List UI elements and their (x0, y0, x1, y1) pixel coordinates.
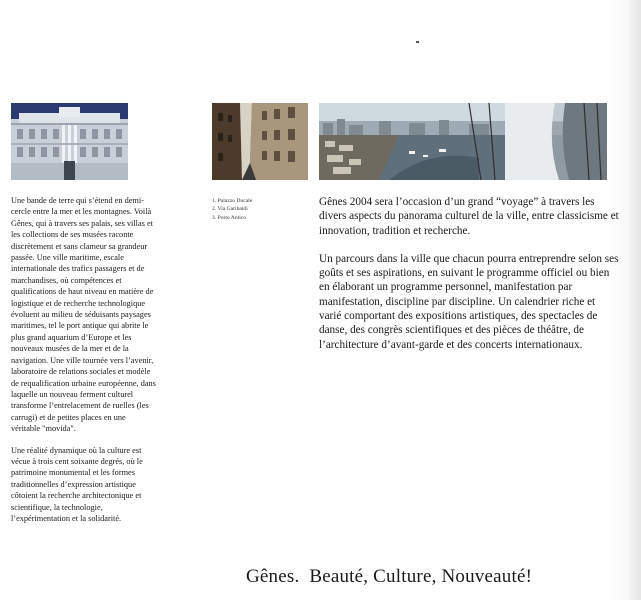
left-text-column (11, 195, 156, 534)
right-text-column (319, 195, 619, 366)
palazzo-ducale-photo (11, 103, 128, 180)
caption-2: 2. Via Garibaldi (212, 206, 248, 213)
print-speck (416, 41, 419, 43)
porto-antico-photo (319, 103, 607, 180)
photo-captions (212, 197, 302, 222)
caption-3: 3. Porto Antico (212, 214, 247, 221)
palazzo-ducale-illustration (11, 103, 128, 180)
left-paragraph-1: Une bande de terre qui s’étend en demi-cercle entre la mer et les montagnes. Voilà Gênes, qui à travers ses palais, ses villas et les collections de ses musées raconte discrètement et sans clameur sa grandeur passée. Une ville maritime, escale internationale des trafics passagers et de marchandises, où compétences et qualifications de haut niveau en matière de logistique et de recherche technologique évoluent au milieu de séduisants paysages maritimes, tel le port antique qui abrite le plus grand aquarium d’Europe et les nouveaux musées de la mer et de la navigation. Une ville tournée vers l’avenir, laboratoire de relations sociales et modèle de requalification urbaine européenne, dans laquelle un nouveau ferment culturel transforme l’entrelacement de ruelles (les carrugi) et de petites places en une véritable "movida". (11, 196, 156, 434)
via-garibaldi-photo (212, 103, 308, 180)
via-garibaldi-illustration (212, 103, 308, 180)
caption-1: 1. Palazzo Ducale (212, 198, 253, 204)
slogan: Gênes. Beauté, Culture, Nouveauté! (246, 566, 533, 587)
right-paragraph-1: Gênes 2004 sera l’occasion d’un grand “voyage” à travers les divers aspects du panorama culturel de la ville, entre classicisme et innovation, tradition et recherche. (319, 196, 619, 237)
right-paragraph-2: Un parcours dans la ville que chacun pourra entreprendre selon ses goûts et ses aspirations, en suivant le programme officiel ou bien en élaborant un programme personnel, manifestation par manifestation, discipline par discipline. Un calendrier riche et varié comportant des expositions artistiques, des spectacles de danse, des congrès scientifiques et des pièces de théâtre, de l’architecture d’avant-garde et des concerts internationaux. (319, 252, 619, 351)
left-paragraph-2: Une réalité dynamique où la culture est vécue à trois cent soixante degrés, où le patrimoine monumental et les formes traditionnelles d’expression artistique côtoient la recherche architectonique et scientifique, la technologie, l’expérimentation et la solidarité. (11, 445, 143, 523)
page-edge-shadow (627, 0, 641, 600)
porto-antico-illustration (319, 103, 607, 180)
